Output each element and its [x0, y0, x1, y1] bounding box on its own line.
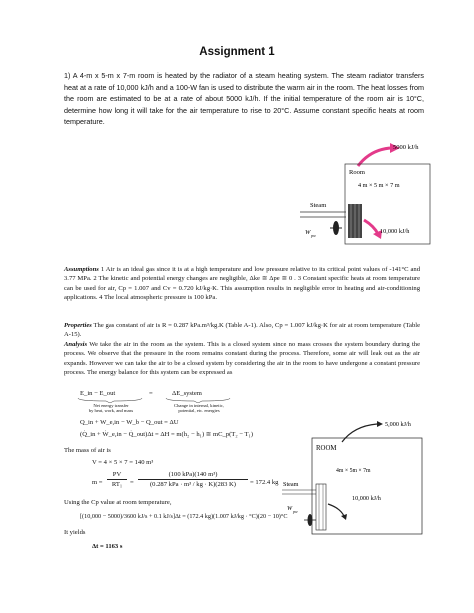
svg-text:pw: pw	[293, 509, 298, 514]
mass-frac2-den: (0.287 kPa · m³ / kg · K)(283 K)	[149, 481, 237, 488]
figure-room-heating-1	[300, 140, 440, 250]
mass-lhs: m =	[92, 479, 103, 486]
properties-head: Properties	[64, 322, 92, 329]
page-title: Assignment 1	[199, 46, 275, 58]
balance-rhs: ΔE_system	[172, 390, 202, 397]
svg-text:pw: pw	[311, 233, 316, 238]
heat-loss-arrow-2	[342, 424, 377, 442]
heat-loss-arrow	[358, 148, 390, 166]
balance-lhs: E_in − E_out	[80, 390, 116, 397]
heat-loss-label: 5000 kJ/h	[393, 144, 419, 151]
heat-input-arrow	[364, 220, 378, 234]
heat-input-arrow-2	[328, 504, 344, 516]
steam-label: Steam	[310, 202, 327, 209]
heat-input-label: 10,000 kJ/h	[380, 228, 410, 235]
balance-rhs-note: Change in internal, kinetic, potential, etc. energies	[174, 403, 224, 414]
heat-input-label-2: 10,000 kJ/h	[352, 495, 381, 502]
room-label-2: ROOM	[316, 445, 337, 452]
balance-lhs-note: Net energy transfer by heat, work, and mass	[88, 403, 134, 414]
mass-equals: =	[130, 479, 134, 486]
assumptions-paragraph	[64, 265, 420, 303]
room-dims-label: 4 m × 5 m × 7 m	[358, 182, 400, 189]
final-result: Δt = 1163 s	[92, 543, 123, 550]
mass-frac1-den: RT₁	[111, 481, 123, 488]
equation-line-1: Q_in + W_e,in − W_b − Q_out = ΔU	[80, 419, 179, 426]
figure-room-heating-2	[282, 418, 432, 536]
it-yields: It yields	[64, 529, 86, 536]
problem-statement: 1) A 4-m x 5-m x 7-m room is heated by the radiator of a steam heating system. The steam radiator transfers heat at a rate of 10,000 kJ/h and a 100-W fan is used to distribute the warm air in the room. The heat losses from the room are estimated to be at a rate of about 5000 kJ/h. If the initial temperature of the room air is 10°C, determine how long it will take for the air temperature to rise to 20°C. Assume constant specific heats at room temperature.	[64, 71, 424, 127]
mass-result: = 172.4 kg	[250, 479, 279, 486]
using-line: Using the Cp value at room temperature,	[64, 499, 172, 506]
mass-frac2-num: (100 kPa)(140 m³)	[138, 470, 248, 480]
radiator-2	[316, 484, 326, 530]
analysis-text: We take the air in the room as the system. This is a closed system since no mass crosses the system boundary during the process. We observe that the pressure in the room remains constant during the process. Therefore, some air will leak out as the air expands. However we can take the air to be a closed system by considering the air in the room to have undergone a constant pressure process. The energy balance for this system can be expressed as	[64, 341, 421, 377]
fan-power-label: W	[305, 229, 311, 236]
properties-paragraph	[64, 321, 420, 340]
assumptions-head: Assumptions	[64, 266, 99, 273]
room-box-2	[312, 438, 422, 534]
fan-power-label-2: W	[287, 505, 293, 512]
analysis-paragraph	[64, 340, 420, 378]
room-label: Room	[349, 169, 365, 176]
balance-equals: =	[149, 390, 153, 397]
assumptions-text: 1 Air is an ideal gas since it is at a high temperature and low pressure relative to its critical point values of -141°C and 3.77 MPa. 2 The kinetic and potential energy changes are negligible, Δke ≅ Δpe ≅ 0 . 3 Constant specific heats at room temperature can be used for air, Cp = 1.007 and Cv = 0.720 kJ/kg·K. This assumption results in negligible error in heating and air-conditioning applications. 4 The local atmospheric pressure is 100 kPa.	[64, 266, 421, 302]
equation-line-2: (Q̇_in + Ẇ_e,in − Q̇_out)Δt = ΔH = m(h₂ − h₁) ≅ mC_p(T₂ − T₁)	[80, 431, 254, 438]
properties-text: The gas constant of air is R = 0.287 kPa.m³/kg.K (Table A-1). Also, Cp = 1.007 kJ/kg·K for air at room temperature (Table A-15).	[64, 322, 420, 339]
analysis-head: Analysis	[64, 341, 88, 348]
steam-label-2: Steam	[283, 481, 299, 488]
heat-loss-label-2: 5,000 kJ/h	[385, 421, 411, 428]
room-dims-label-2: 4m × 5m × 7m	[336, 468, 371, 474]
mass-intro: The mass of air is	[64, 447, 111, 454]
volume-equation: V = 4 × 5 × 7 = 140 m³	[92, 459, 154, 466]
using-equation: [(10,000 − 5000)/3600 kJ/s + 0.1 kJ/s]Δt = (172.4 kg)(1.007 kJ/kg · °C)(20 − 10)°C	[80, 513, 288, 520]
mass-frac1-num: PV	[107, 470, 127, 480]
